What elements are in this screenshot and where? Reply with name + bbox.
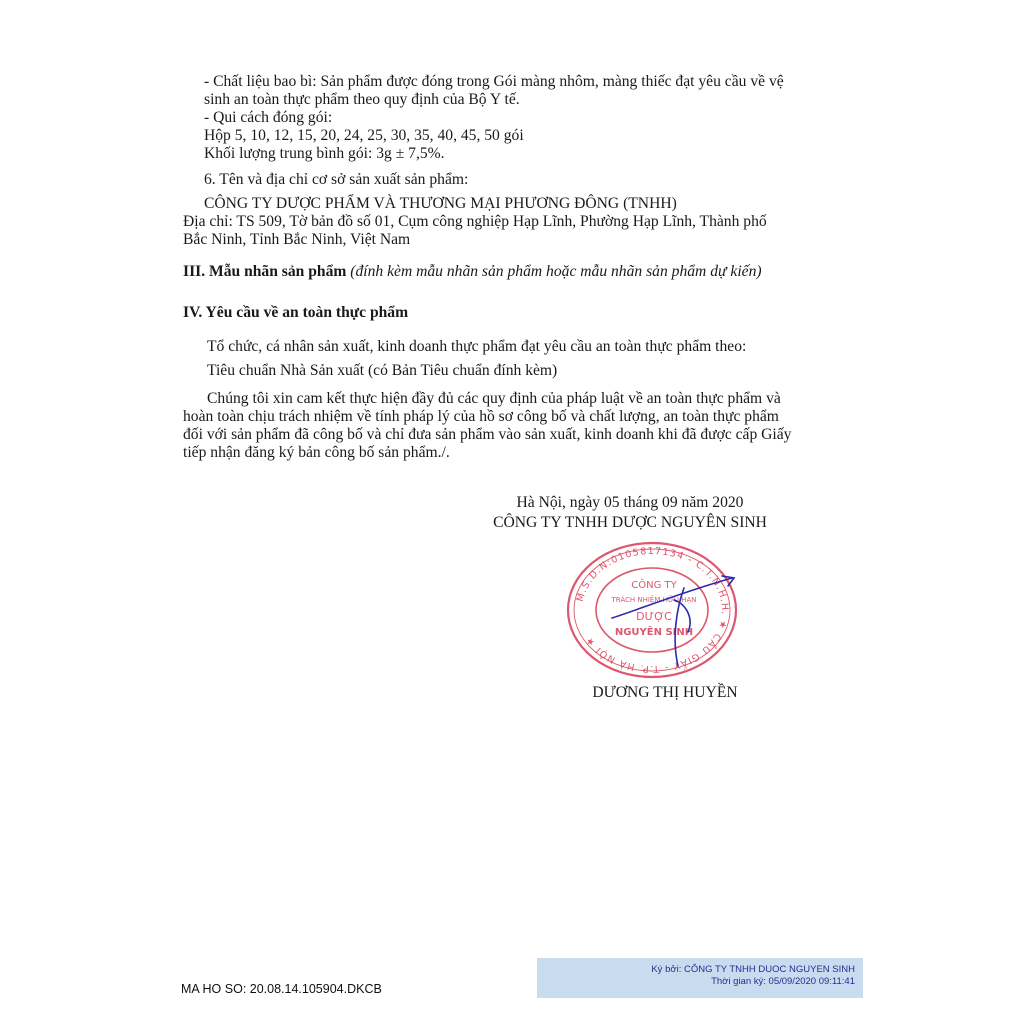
commitment-line-2: hoàn toàn chịu trách nhiệm về tính pháp lý của hồ sơ công bố và chất lượng, an toàn thực phẩm [183,408,779,425]
packing-spec-label: - Qui cách đóng gói: [204,109,333,126]
section-3-heading [183,263,762,281]
manufacturer-address-line-2: Bắc Ninh, Tỉnh Bắc Ninh, Việt Nam [183,231,411,248]
seal-ring-text: M.S.D.N:0105817134 - C.T.N.H.H. ★ CẦU GIẤY - T.P. HÀ NỘI ★ [574,545,731,675]
section-3-title: III. Mẫu nhãn sản phẩm [183,263,347,280]
section-3-note: (đính kèm mẫu nhãn sản phẩm hoặc mẫu nhãn sản phẩm dự kiến) [350,263,762,280]
average-weight: Khối lượng trung bình gói: 3g ± 7,5%. [204,145,445,162]
company-seal [562,540,742,680]
section-4-line-2: Tiêu chuẩn Nhà Sản xuất (có Bản Tiêu chuẩn đính kèm) [207,362,558,379]
seal-text-2: TRÁCH NHIỆM HỮU HẠN [611,596,697,604]
seal-text-4: NGUYÊN SINH [614,627,694,638]
commitment-line-4: tiếp nhận đăng ký bản công bố sản phẩm./. [183,444,450,461]
section-4-line-1: Tổ chức, cá nhân sản xuất, kinh doanh thực phẩm đạt yêu cầu an toàn thực phẩm theo: [207,338,747,355]
packaging-material-line-2: sinh an toàn thực phẩm theo quy định của Bộ Y tế. [204,91,520,108]
commitment-line-3: đối với sản phẩm đã công bố và chỉ đưa sản phẩm vào sản xuất, kinh doanh khi đã được cấp Giấy [183,426,792,443]
packaging-material-line-1: - Chất liệu bao bì: Sản phẩm được đóng trong Gói màng nhôm, màng thiếc đạt yêu cầu về vệ [204,73,784,90]
digital-signature-box [537,958,863,998]
place-and-date: Hà Nội, ngày 05 tháng 09 năm 2020 [516,494,744,511]
manufacturer-address-line-1: Địa chỉ: TS 509, Tờ bản đồ số 01, Cụm công nghiệp Hạp Lĩnh, Phường Hạp Lĩnh, Thành phố [183,213,767,230]
manufacturer-company: CÔNG TY DƯỢC PHẨM VÀ THƯƠNG MẠI PHƯƠNG ĐÔNG (TNHH) [204,195,677,212]
seal-text-3: DƯỢC [636,610,672,623]
seal-text-1: CÔNG TY [631,580,677,591]
packing-spec-boxes: Hộp 5, 10, 12, 15, 20, 24, 25, 30, 35, 40, 45, 50 gói [204,127,524,144]
commitment-line-1: Chúng tôi xin cam kết thực hiện đầy đủ các quy định của pháp luật về an toàn thực phẩm và [207,390,781,407]
manufacturer-heading: 6. Tên và địa chỉ cơ sở sản xuất sản phẩm: [204,171,469,188]
signed-time: Thời gian ký: 05/09/2020 09:11:41 [711,976,855,987]
section-4-title: IV. Yêu cầu về an toàn thực phẩm [183,304,409,321]
signing-company: CÔNG TY TNHH DƯỢC NGUYÊN SINH [493,514,767,531]
signed-by: Ký bởi: CÔNG TY TNHH DUOC NGUYEN SINH [651,964,855,975]
signer-name: DƯƠNG THỊ HUYỀN [592,684,738,701]
file-code: MA HO SO: 20.08.14.105904.DKCB [181,982,382,996]
